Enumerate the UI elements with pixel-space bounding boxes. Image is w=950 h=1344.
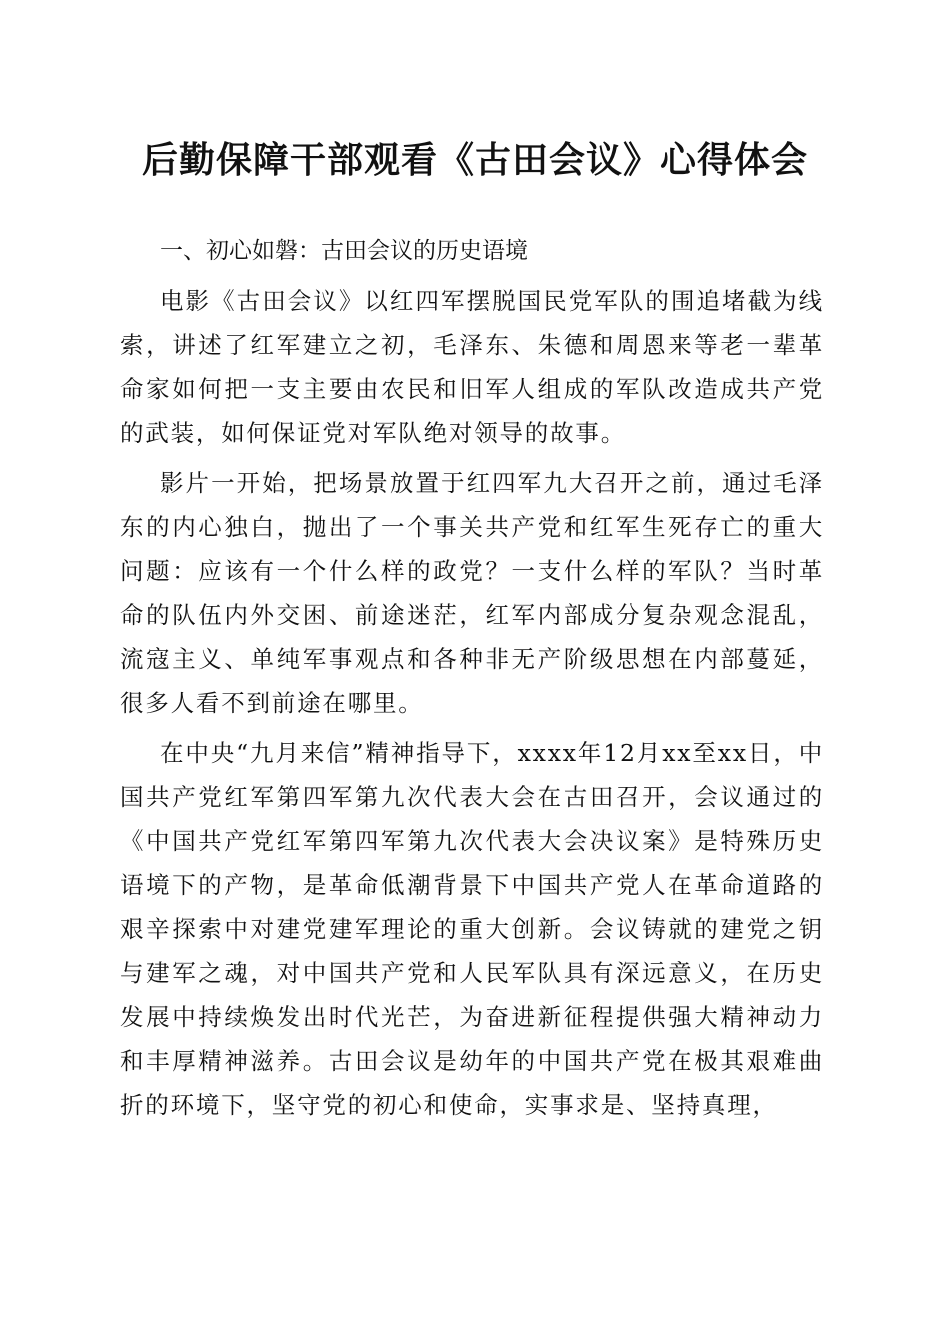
- paragraph-2: 影片一开始，把场景放置于红四军九大召开之前，通过毛泽东的内心独白，抛出了一个事关共产党和红军生死存亡的重大问题：应该有一个什么样的政党？一支什么样的军队？当时革命的队伍内外交困、前途迷茫，红军内部成分复杂观念混乱，流寇主义、单纯军事观点和各种非无产阶级思想在内部蔓延，很多人看不到前途在哪里。: [120, 469, 824, 717]
- body-text: [120, 279, 824, 1127]
- section-heading: 一、初心如磐：古田会议的历史语境: [160, 238, 528, 264]
- paragraph-3: 在中央“九月来信”精神指导下，xxxx年12月xx至xx日，中国共产党红军第四军第九次代表大会在古田召开，会议通过的《中国共产党红军第四军第九次代表大会决议案》是特殊历史语境下的产物，是革命低潮背景下中国共产党人在革命道路的艰辛探索中对建党建军理论的重大创新。会议铸就的建党之钥与建军之魂，对中国共产党和人民军队具有深远意义，在历史发展中持续焕发出时代光芒，为奋进新征程提供强大精神动力和丰厚精神滋养。古田会议是幼年的中国共产党在极其艰难曲折的环境下，坚守党的初心和使命，实事求是、坚持真理，: [120, 739, 824, 1119]
- paragraph-1: 电影《古田会议》以红四军摆脱国民党军队的围追堵截为线索，讲述了红军建立之初，毛泽东、朱德和周恩来等老一辈革命家如何把一支主要由农民和旧军人组成的军队改造成共产党的武装，如何保证党对军队绝对领导的故事。: [120, 287, 824, 447]
- document-title: 后勤保障干部观看《古田会议》心得体会: [141, 139, 808, 181]
